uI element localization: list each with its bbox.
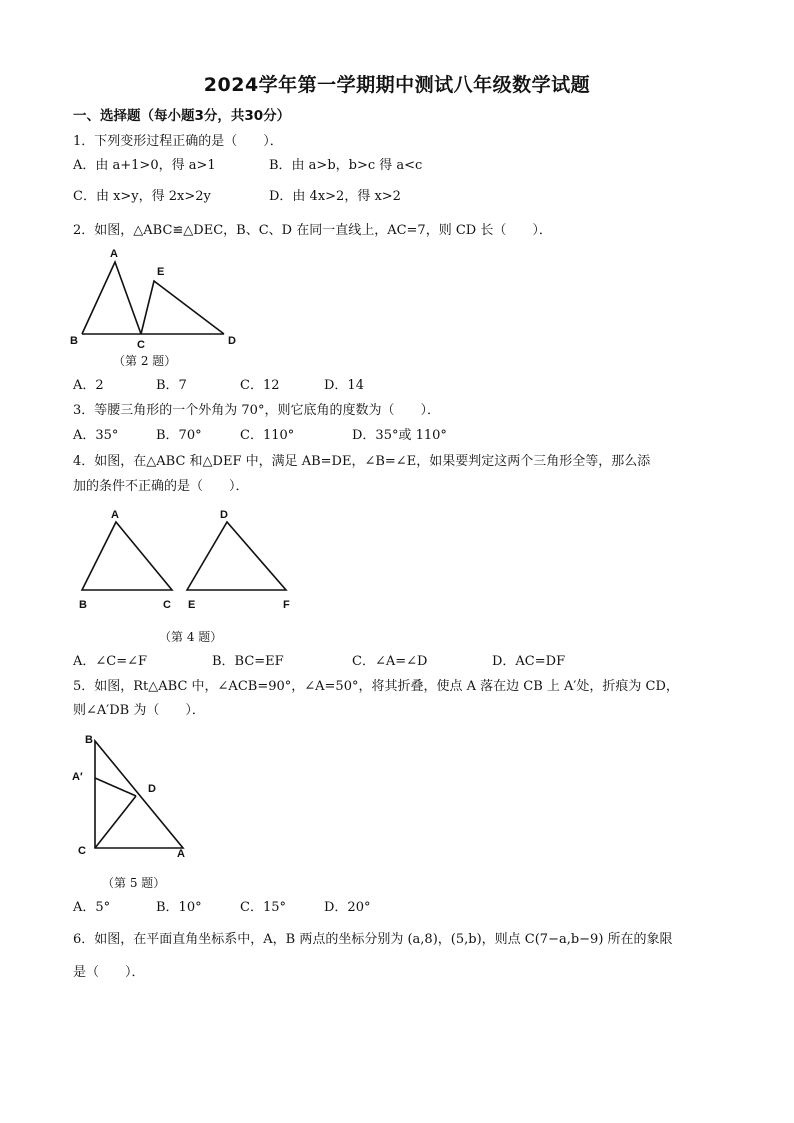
question-4-option-d[interactable]: D．AC=DF xyxy=(492,654,566,669)
question-1-option-b[interactable]: B．由 a>b，b>c 得 a<c xyxy=(269,158,423,173)
point-label-f: F xyxy=(283,599,290,611)
question-2-caption: （第 2 题） xyxy=(113,354,177,368)
point-label-d: D xyxy=(220,509,228,521)
question-4-caption: （第 4 题） xyxy=(159,630,223,644)
page-title: 2024学年第一学期期中测试八年级数学试题 xyxy=(203,74,591,96)
question-1-option-c[interactable]: C．由 x>y，得 2x>2y xyxy=(73,189,211,204)
question-2-option-b[interactable]: B．7 xyxy=(156,378,187,393)
question-3-option-a[interactable]: A．35° xyxy=(73,428,119,443)
question-3-option-d[interactable]: D．35°或 110° xyxy=(352,428,447,443)
question-1-option-d[interactable]: D．由 4x>2，得 x>2 xyxy=(269,189,401,204)
point-label-d: D xyxy=(228,335,236,347)
question-5-stem-line-1: 5．如图，Rt△ABC 中，∠ACB=90°，∠A=50°，将其折叠，使点 A 落在边 CB 上 A′处，折痕为 CD， xyxy=(73,679,679,694)
point-label-c: C xyxy=(78,845,86,857)
section-heading: 一、选择题（每小题3分，共30分） xyxy=(73,108,291,124)
question-4-option-b[interactable]: B．BC=EF xyxy=(212,654,284,669)
crease-cd xyxy=(95,796,136,848)
question-4-figure xyxy=(70,506,310,616)
question-5-caption: （第 5 题） xyxy=(102,876,166,890)
point-label-d: D xyxy=(148,783,156,795)
point-label-b: B xyxy=(70,335,78,347)
point-label-e: E xyxy=(157,266,165,278)
question-2-option-a[interactable]: A．2 xyxy=(73,378,104,393)
point-label-a: A xyxy=(177,848,185,860)
point-label-a-prime: A′ xyxy=(72,771,83,783)
question-4-option-a[interactable]: A．∠C=∠F xyxy=(73,654,148,669)
question-2-option-d[interactable]: D．14 xyxy=(324,378,364,393)
question-5-option-c[interactable]: C．15° xyxy=(240,900,286,915)
question-6-stem-line-1: 6．如图，在平面直角坐标系中，A，B 两点的坐标分别为 (a,8)，(5,b)，则点 C(7−a,b−9) 所在的象限 xyxy=(73,932,673,947)
question-4-option-c[interactable]: C．∠A=∠D xyxy=(352,654,428,669)
question-5-option-b[interactable]: B．10° xyxy=(156,900,202,915)
question-1-option-a[interactable]: A．由 a+1>0，得 a>1 xyxy=(73,158,216,173)
question-5-stem-line-2: 则∠A′DB 为（ ）． xyxy=(73,703,205,718)
question-6-stem-line-2: 是（ ）． xyxy=(73,965,145,980)
question-4-stem-line-2: 加的条件不正确的是（ ）． xyxy=(73,479,249,494)
point-label-b: B xyxy=(85,734,93,746)
question-5-option-d[interactable]: D．20° xyxy=(324,900,371,915)
question-5-figure xyxy=(66,730,196,865)
question-3-stem: 3．等腰三角形的一个外角为 70°，则它底角的度数为（ ）． xyxy=(73,403,440,418)
triangle-def xyxy=(187,522,286,590)
question-3-option-b[interactable]: B．70° xyxy=(156,428,202,443)
point-label-e: E xyxy=(188,599,196,611)
point-label-a: A xyxy=(110,248,118,260)
question-2-option-c[interactable]: C．12 xyxy=(240,378,280,393)
question-4-stem-line-1: 4．如图，在△ABC 和△DEF 中，满足 AB=DE，∠B=∠E，如果要判定这两个三角形全等，那么添 xyxy=(73,454,651,469)
question-1-stem: 1．下列变形过程正确的是（ ）． xyxy=(73,134,283,149)
question-5-option-a[interactable]: A．5° xyxy=(73,900,111,915)
question-3-option-c[interactable]: C．110° xyxy=(240,428,295,443)
point-label-a: A xyxy=(111,509,119,521)
triangle-abc xyxy=(82,522,172,590)
point-label-b: B xyxy=(79,599,87,611)
point-label-c: C xyxy=(137,339,145,351)
segment-a-prime-d xyxy=(95,778,136,796)
triangle-abc xyxy=(82,262,141,334)
triangle-dec xyxy=(141,281,224,334)
point-label-c: C xyxy=(163,599,171,611)
question-2-figure xyxy=(66,244,246,350)
question-2-stem: 2．如图，△ABC≌△DEC，B、C、D 在同一直线上，AC=7，则 CD 长（ ）． xyxy=(73,223,552,238)
